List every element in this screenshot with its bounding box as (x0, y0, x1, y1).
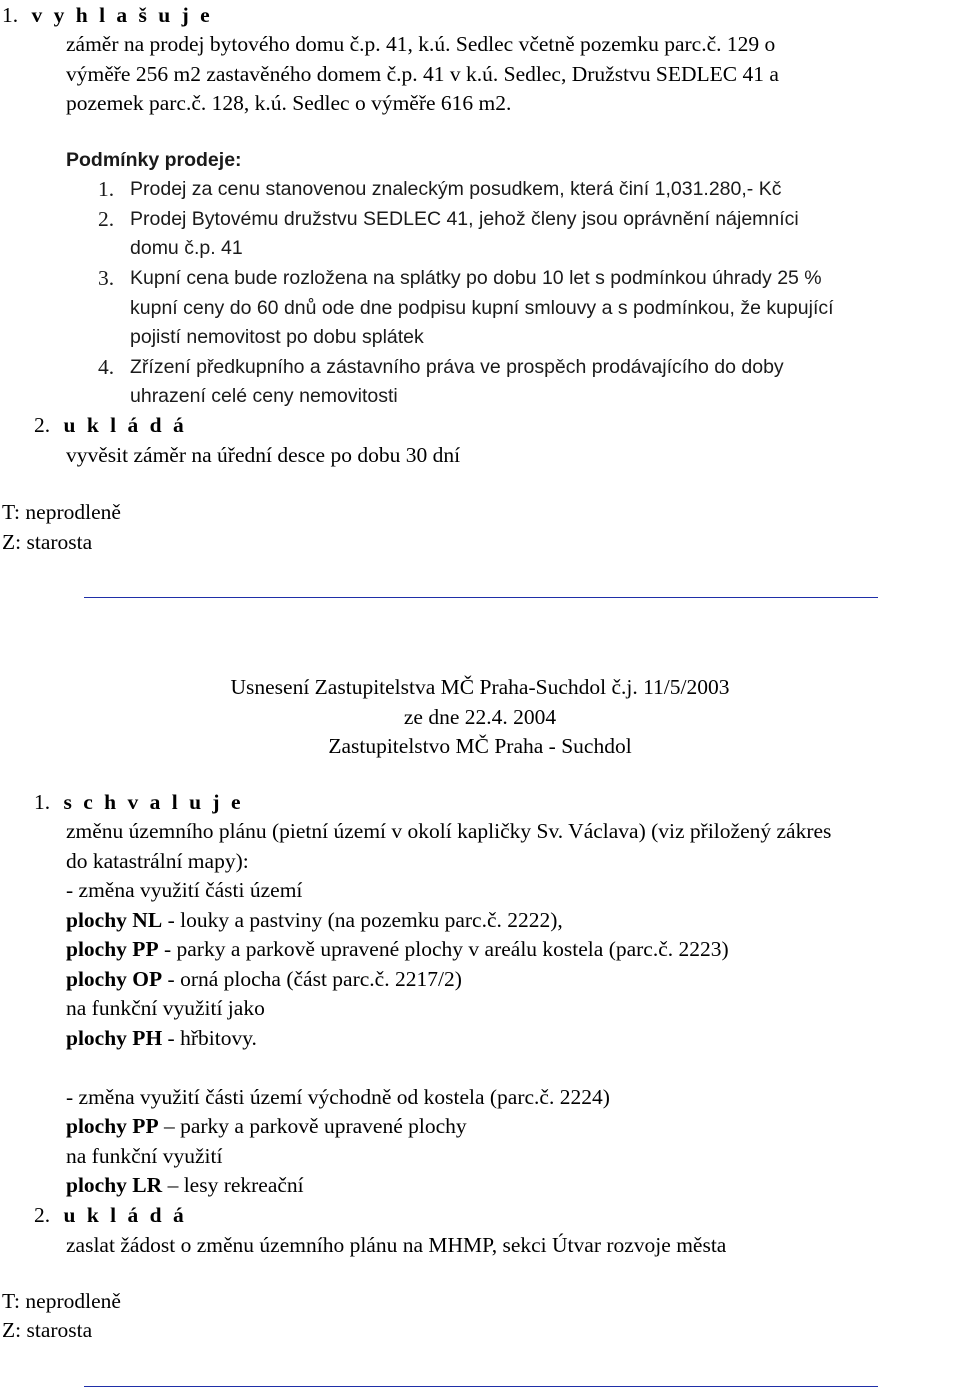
change-to: na funkční využití (66, 1144, 223, 1168)
resolution-date: ze dne 22.4. 2004 (403, 705, 557, 729)
resolution-verb: u k l á d á (63, 413, 187, 437)
resolution-item-2 (34, 1200, 187, 1230)
condition-text: Zřízení předkupního a zástavního práva ve prospěch prodávajícího do doby (130, 356, 784, 378)
condition-2 (98, 204, 799, 235)
condition-1 (98, 174, 782, 205)
section-divider (84, 597, 878, 598)
item-text: zaslat žádost o změnu územního plánu na MHMP, sekci Útvar rozvoje města (66, 1233, 727, 1257)
item-number: 2. (34, 1203, 51, 1227)
land-use-item (66, 905, 563, 935)
responsible-line: Z: starosta (2, 530, 93, 554)
condition-number: 3. (98, 266, 115, 290)
land-use-code: plochy LR (66, 1173, 163, 1197)
land-use-item (66, 964, 462, 994)
resolution-item-2 (34, 410, 187, 440)
item-number: 1. (34, 790, 51, 814)
condition-number: 4. (98, 355, 115, 379)
resolution-title: Usnesení Zastupitelstva MČ Praha-Suchdol č.j. 11/5/2003 (230, 675, 730, 699)
conditions-heading: Podmínky prodeje: (66, 149, 242, 171)
condition-3 (98, 263, 822, 294)
resolution-header (0, 672, 960, 702)
land-use-code: plochy PH (66, 1026, 163, 1050)
condition-text: kupní ceny do 60 dnů ode dne podpisu kupní smlouvy a s podmínkou, že kupující (130, 297, 834, 319)
land-use-target (66, 1023, 257, 1053)
item-text: změnu územního plánu (pietní území v okolí kapličky Sv. Václava) (viz přiložený zákres (66, 819, 832, 843)
land-use-desc: - hřbitovy. (162, 1026, 257, 1050)
condition-text: domu č.p. 41 (130, 237, 243, 259)
item-number: 1. (2, 3, 19, 27)
land-use-code: plochy OP (66, 967, 163, 991)
intro-line: pozemek parc.č. 128, k.ú. Sedlec o výměře 616 m2. (66, 91, 512, 115)
change-to: na funkční využití jako (66, 996, 265, 1020)
condition-text: uhrazení celé ceny nemovitosti (130, 385, 398, 407)
item-number: 2. (34, 413, 51, 437)
land-use-target (66, 1170, 304, 1200)
intro-line: záměr na prodej bytového domu č.p. 41, k.ú. Sedlec včetně pozemku parc.č. 129 o (66, 32, 776, 56)
land-use-code: plochy PP (66, 1114, 159, 1138)
resolution-verb: s c h v a l u j e (63, 790, 244, 814)
condition-text: Prodej Bytovému družstvu SEDLEC 41, jehož členy jsou oprávnění nájemníci (130, 208, 799, 230)
change-title: - změna využití části území východně od kostela (parc.č. 2224) (66, 1085, 610, 1109)
resolution-verb: v y h l a š u j e (31, 3, 213, 27)
intro-line: výměře 256 m2 zastavěného domem č.p. 41 v k.ú. Sedlec, Družstvu SEDLEC 41 a (66, 62, 779, 86)
land-use-desc: – parky a parkově upravené plochy (158, 1114, 467, 1138)
condition-text: Prodej za cenu stanovenou znaleckým posudkem, která činí 1,031.280,- Kč (130, 178, 782, 200)
change-title: - změna využití části území (66, 878, 303, 902)
land-use-code: plochy PP (66, 937, 159, 961)
condition-text: pojistí nemovitost po dobu splátek (130, 326, 424, 348)
land-use-desc: - parky a parkově upravené plochy v areálu kostela (parc.č. 2223) (158, 937, 729, 961)
land-use-code: plochy NL (66, 908, 163, 932)
term-line: T: neprodleně (2, 500, 121, 524)
condition-4 (98, 352, 784, 383)
condition-number: 2. (98, 207, 115, 231)
section-divider (84, 1386, 878, 1387)
land-use-desc: – lesy rekreační (162, 1173, 304, 1197)
item-text: vyvěsit záměr na úřední desce po dobu 30 dní (66, 443, 461, 467)
resolution-body: Zastupitelstvo MČ Praha - Suchdol (328, 734, 632, 758)
responsible-line: Z: starosta (2, 1318, 93, 1342)
item-text: do katastrální mapy): (66, 849, 249, 873)
resolution-verb: u k l á d á (63, 1203, 187, 1227)
term-line: T: neprodleně (2, 1289, 121, 1313)
land-use-item (66, 934, 729, 964)
land-use-desc: - orná plocha (část parc.č. 2217/2) (162, 967, 462, 991)
resolution-item-1 (34, 787, 244, 817)
resolution-item-1 (2, 0, 213, 30)
land-use-item (66, 1111, 467, 1141)
condition-number: 1. (98, 177, 115, 201)
condition-text: Kupní cena bude rozložena na splátky po dobu 10 let s podmínkou úhrady 25 % (130, 267, 822, 289)
land-use-desc: - louky a pastviny (na pozemku parc.č. 2222), (162, 908, 563, 932)
